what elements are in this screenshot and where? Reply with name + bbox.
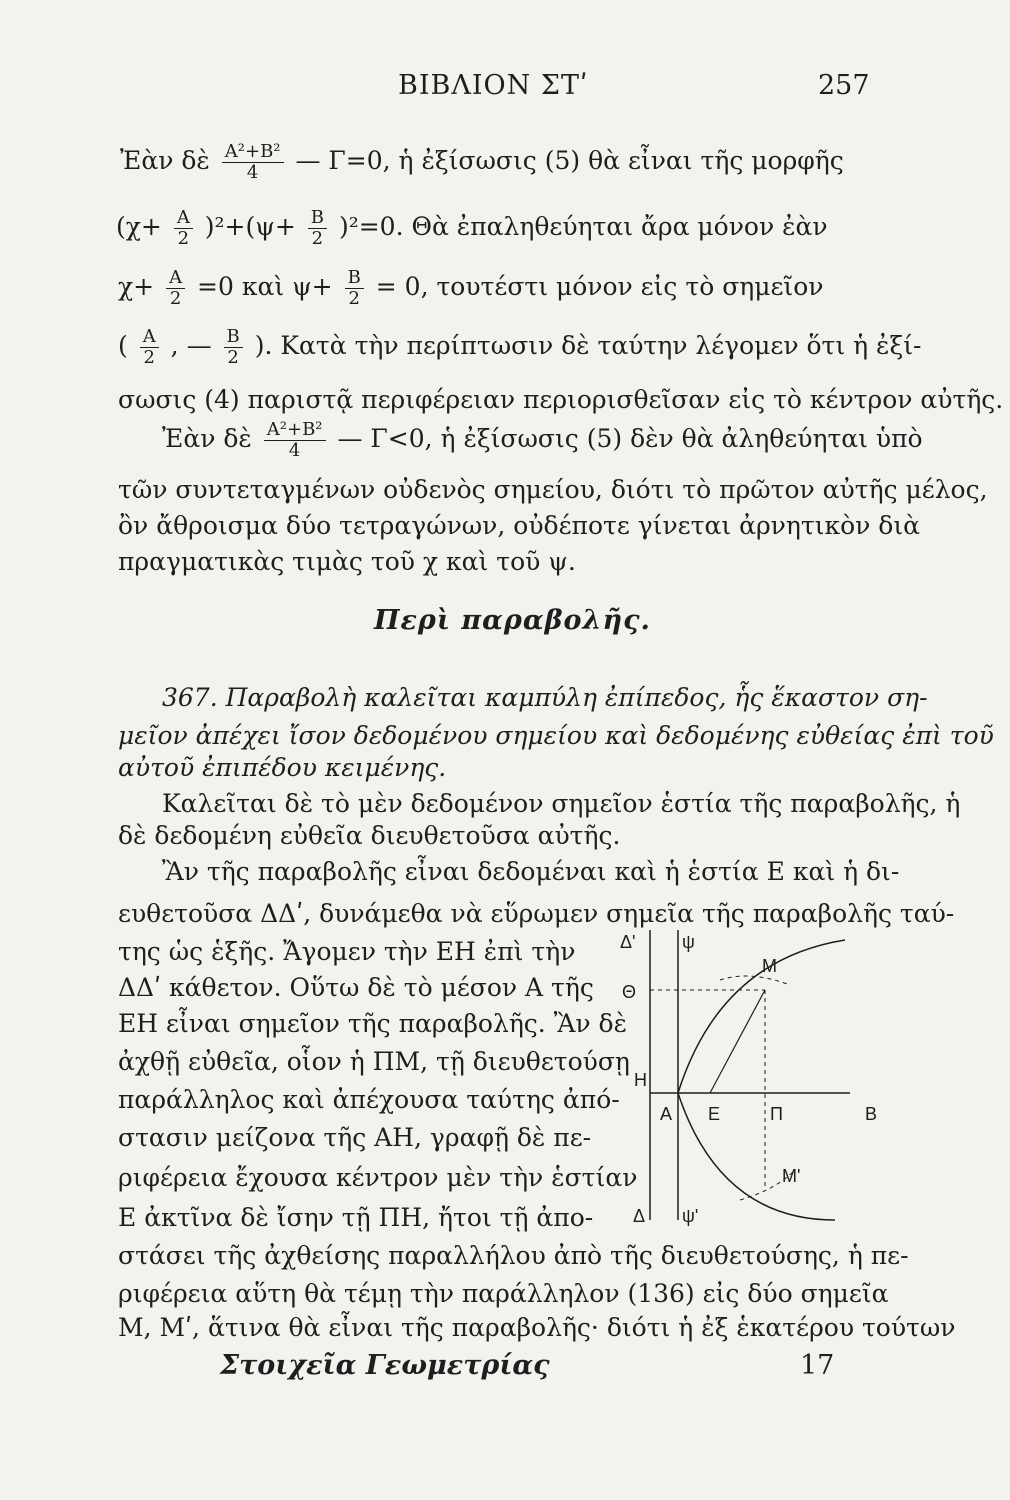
frac-den: 4	[288, 440, 301, 461]
math1-lead: Ἐὰν δὲ	[120, 146, 210, 175]
text-line: Ἂν τῆς παραβολῆς εἶναι δεδομέναι καὶ ἡ ἑστία Ε καὶ ἡ δι-	[162, 857, 900, 886]
frac-num: A	[166, 268, 185, 289]
text-line: ἀχθῇ εὐθεῖα, οἷον ἡ ΠΜ, τῇ διευθετούσῃ	[118, 1047, 630, 1076]
fraction	[264, 420, 326, 461]
fraction	[224, 327, 243, 368]
running-header: ΒΙΒΛΙΟΝ ΣΤʹ	[398, 70, 589, 101]
frac-num: A²+B²	[222, 142, 284, 163]
frac-den: 2	[169, 288, 182, 309]
text-line: ριφέρεια ἔχουσα κέντρον μὲν τὴν ἑστίαν	[118, 1163, 638, 1192]
text-line: ΔΔʹ κάθετον. Οὕτω δὲ τὸ μέσον Α τῆς	[118, 973, 594, 1002]
segment-em	[710, 990, 765, 1093]
definition-line: 367. Παραβολὴ καλεῖται καμπύλη ἐπίπεδος, ἧς ἕκαστον ση-	[162, 683, 928, 712]
text-line: της ὡς ἑξῆς. Ἄγομεν τὴν ΕΗ ἐπὶ τὴν	[118, 937, 576, 966]
parabola-curve	[678, 940, 845, 1220]
label-eta: Η	[634, 1070, 647, 1090]
equation-line-4	[118, 327, 922, 368]
frac-num: A	[174, 208, 193, 229]
text-line: Ε ἀκτῖνα δὲ ἴσην τῇ ΠΗ, ἤτοι τῇ ἀπο-	[118, 1203, 594, 1232]
frac-den: 2	[348, 288, 360, 309]
label-epsilon: Ε	[708, 1104, 721, 1124]
text-line: σωσις (4) παριστᾷ περιφέρειαν περιορισθεῖσαν εἰς τὸ κέντρον αὐτῆς.	[118, 385, 1004, 414]
label-beta: Β	[865, 1104, 878, 1124]
math4-open: (	[118, 331, 128, 360]
math3-tail: = 0, τουτέστι μόνον εἰς τὸ σημεῖον	[375, 272, 824, 301]
label-psi-prime: ψʹ	[682, 1206, 699, 1226]
frac-den: 2	[227, 347, 239, 368]
fraction	[166, 268, 185, 309]
frac-num: A²+B²	[264, 420, 326, 441]
math6-tail: — Γ<0, ἡ ἐξίσωσις (5) δὲν θὰ ἀληθεύηται ὑπὸ	[337, 424, 923, 453]
text-line: παράλληλος καὶ ἀπέχουσα ταύτης ἀπό-	[118, 1085, 620, 1114]
math1-tail: — Γ=0, ἡ ἐξίσωσις (5) θὰ εἶναι τῆς μορφῆς	[295, 146, 844, 175]
math3-start: χ+	[118, 272, 155, 301]
label-psi: ψ	[682, 932, 695, 952]
math4-close: ).	[254, 331, 273, 360]
footer-signature: 17	[800, 1350, 835, 1381]
text-line: ΕΗ εἶναι σημεῖον τῆς παραβολῆς. Ἂν δὲ	[118, 1009, 628, 1038]
section-title: Περὶ παραβολῆς.	[374, 605, 651, 636]
label-m: Μ	[762, 956, 777, 976]
text-line: Μ, Μʹ, ἅτινα θὰ εἶναι τῆς παραβολῆς· διότι ἡ ἐξ ἑκατέρου τούτων	[118, 1313, 956, 1342]
equation-line-6	[162, 420, 923, 461]
text-line: ριφέρεια αὕτη θὰ τέμῃ τὴν παράλληλον (136) εἰς δύο σημεῖα	[118, 1279, 889, 1308]
fraction	[222, 142, 284, 183]
label-alpha: Α	[660, 1104, 673, 1124]
math2-start: (χ+	[116, 212, 162, 241]
page-number: 257	[818, 70, 870, 101]
text-line: ευθετοῦσα ΔΔʹ, δυνάμεθα νὰ εὕρωμεν σημεῖα τῆς παραβολῆς ταύ-	[118, 899, 955, 928]
frac-den: 2	[143, 347, 155, 368]
frac-num: A	[140, 327, 159, 348]
frac-num: B	[224, 327, 243, 348]
math2-tail: Θὰ ἐπαληθεύηται ἄρα μόνον ἐὰν	[411, 212, 828, 241]
text-line: τῶν συντεταγμένων οὐδενὸς σημείου, διότι τὸ πρῶτον αὐτῆς μέλος,	[118, 475, 988, 504]
definition-line: μεῖον ἀπέχει ἴσον δεδομένου σημείου καὶ δεδομένης εὐθείας ἐπὶ τοῦ	[118, 721, 994, 750]
math3-mid: =0 καὶ ψ+	[197, 272, 333, 301]
fraction	[308, 208, 327, 249]
label-theta: Θ	[622, 982, 637, 1002]
text-line: ὂν ἄθροισμα δύο τετραγώνων, οὐδέποτε γίνεται ἀρνητικὸν διὰ	[118, 511, 921, 540]
frac-den: 2	[177, 228, 190, 249]
frac-num: B	[345, 268, 364, 289]
footer-book-title: Στοιχεῖα Γεωμετρίας	[220, 1350, 550, 1381]
math2-end: )²=0.	[338, 212, 404, 241]
equation-line-1	[120, 142, 844, 183]
fraction	[140, 327, 159, 368]
frac-num: B	[308, 208, 327, 229]
text-line: δὲ δεδομένη εὐθεῖα διευθετοῦσα αὐτῆς.	[118, 821, 621, 850]
label-delta: Δ	[633, 1206, 646, 1226]
label-pi: Π	[770, 1104, 783, 1124]
text-line: στασιν μείζονα τῆς ΑΗ, γραφῇ δὲ πε-	[118, 1123, 592, 1152]
math4-tail: Κατὰ τὴν περίπτωσιν δὲ ταύτην λέγομεν ὅτι ἡ ἐξί-	[280, 331, 922, 360]
fraction	[174, 208, 193, 249]
equation-line-3	[118, 268, 823, 309]
text-line: Καλεῖται δὲ τὸ μὲν δεδομένον σημεῖον ἑστία τῆς παραβολῆς, ἡ	[162, 789, 961, 818]
definition-line: αὐτοῦ ἐπιπέδου κειμένης.	[118, 753, 447, 782]
math4-sep: , —	[170, 331, 212, 360]
math2-mid: )²+(ψ+	[204, 212, 296, 241]
frac-den: 2	[311, 228, 324, 249]
label-m-prime: Μʹ	[782, 1166, 801, 1186]
text-line: στάσει τῆς ἀχθείσης παραλλήλου ἀπὸ τῆς διευθετούσης, ἡ πε-	[118, 1241, 909, 1270]
frac-den: 4	[246, 162, 259, 183]
parabola-figure	[600, 920, 900, 1240]
text-line: πραγματικὰς τιμὰς τοῦ χ καὶ τοῦ ψ.	[118, 547, 576, 576]
fraction	[345, 268, 364, 309]
math6-lead: Ἐὰν δὲ	[162, 424, 252, 453]
equation-line-2	[116, 208, 828, 249]
label-delta-prime: Δʹ	[620, 932, 636, 952]
